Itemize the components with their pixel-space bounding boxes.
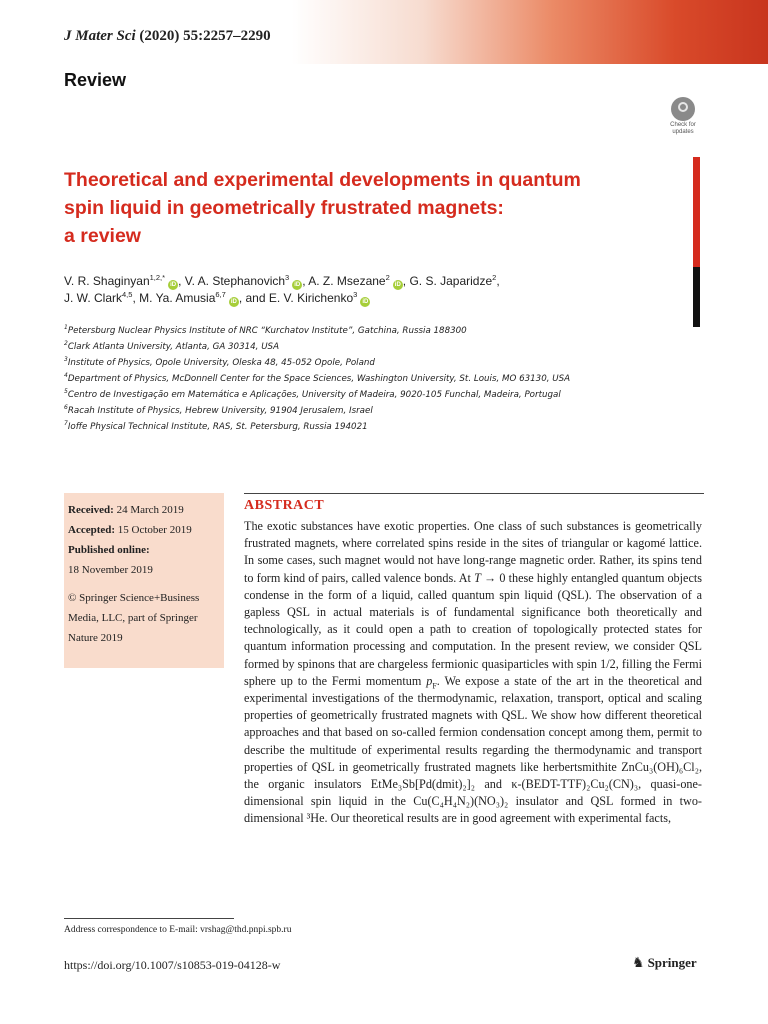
affiliation-item [64,371,704,387]
author-name: A. Z. Msezane [308,274,386,288]
affiliation-text: Racah Institute of Physics, Hebrew University, 91904 Jerusalem, Israel [67,406,373,416]
accepted-label: Accepted: [68,524,116,536]
crossmark-icon [671,97,695,121]
author-name: V. A. Stephanovich [184,274,286,288]
correspondence-footnote: Address correspondence to E-mail: vrshag@thd.pnpi.spb.ru [64,925,292,935]
journal-volume-pages: (2020) 55:2257–2290 [139,28,271,44]
article-history-box [64,493,224,668]
abstract-text-part-3: . We expose a state of the art in the theoretical and experimental investigations of the thermodynamic, relaxation, transport, optical and scaling properties of geometrically frustrated magnets with QSL. We show how different theoretical approaches and that based on so-called fermion condensation concept among them, permit to describe the multitude of experimental results regarding the thermodynamic and transport properties of QSL in geometrically frustrated magnets like herbertsmithite ZnCu₃(OH)₆Cl₂, the organic insulators EtMe₃Sb[Pd(dmit)₂]₂ and κ-(BEDT-TTF)₂Cu₂(CN)₃, quasi-one-dimensional spin liquid in the Cu(C₄H₄N₂)(NO₃)₂ insulator and QSL formed in two-dimensional ³He. Our theoretical results are in good agreement with experimental facts, [244,673,703,826]
check-for-updates-label: Check for updates [670,122,696,135]
author-affiliation-ref: 4,5 [122,290,133,299]
orcid-icon[interactable]: iD [230,299,237,305]
author-affiliation-ref: 3 [353,290,358,299]
orcid-icon[interactable]: iD [170,282,177,288]
author-separator: , [402,274,410,288]
author-affiliation-ref: 3 [285,273,290,282]
title-accent-bar-red [693,157,700,267]
journal-name: J Mater Sci [64,28,136,44]
author-separator: , [302,274,309,288]
author-name: J. W. Clark [64,291,123,305]
abstract-heading: ABSTRACT [244,498,325,513]
author-affiliation-ref: 6,7 [215,290,226,299]
author-affiliation-ref: 2 [385,273,390,282]
fermi-momentum-subscript: F [432,681,437,691]
affiliation-item [64,387,704,403]
copyright-notice: © Springer Science+Business Media, LLC, part of Springer Nature 2019 [68,592,200,644]
temperature-symbol: T [474,570,481,585]
received-label: Received: [68,504,114,516]
author-separator: , [178,274,185,288]
author-separator: , [132,291,140,305]
author-affiliation-ref: 1,2,* [149,273,166,282]
affiliation-item [64,355,704,371]
affiliation-item [64,403,704,419]
published-date [68,540,220,560]
affiliation-number: 1 [64,324,68,332]
author-line-2 [64,290,684,307]
abstract-divider [244,493,704,494]
fermi-momentum-symbol: p [426,673,433,688]
author-name: V. R. Shaginyan [64,274,150,288]
author-separator: , and [238,291,269,305]
title-line-3: a review [64,225,141,247]
affiliation-number: 6 [64,404,68,412]
affiliation-number: 5 [64,388,68,396]
accepted-date [68,520,220,540]
footnote-divider [64,918,234,919]
accepted-value: 15 October 2019 [117,524,192,536]
affiliation-text: Department of Physics, McDonnell Center for the Space Sciences, Washington University, St. Louis, MO 63130, USA [67,374,571,384]
affiliation-item [64,339,704,355]
author-separator: , [496,274,500,288]
published-label: Published online: [68,544,150,556]
journal-citation [64,28,271,45]
doi-link[interactable]: https://doi.org/10.1007/s10853-019-04128-w [64,958,281,972]
affiliation-text: Ioffe Physical Technical Institute, RAS, St. Petersburg, Russia 194021 [67,422,368,432]
check-for-updates-badge[interactable] [664,97,702,137]
article-title [64,166,684,250]
title-line-1: Theoretical and experimental developments in quantum [64,169,581,191]
author-list [64,273,684,307]
author-name: M. Ya. Amusia [139,291,216,305]
abstract-text-part-1: The exotic substances have exotic properties. One class of such substances is geometrically frustrated magnets, where correlated spins reside in the sites of triangular or kagomé lattice. In some cases, such magnet would not have long-range magnetic order. Rather, its spins tend to form kind of pairs, called valence bonds. At [244,519,702,585]
affiliation-number: 2 [64,340,68,348]
orcid-icon[interactable]: iD [294,282,301,288]
abstract-text-part-2: → 0 these highly entangled quantum objects condense in the form of a liquid, called quantum spin liquid (QSL). The observation of a gapless QSL in actual materials is of fundamental significance both theoretically and technologically, as it could open a path to creation of topologically protected states for quantum information processing and computation. In the present review, we consider QSL formed by spinons that are chargeless fermionic quasiparticles with spin 1/2, filling the Fermi sphere up to the Fermi momentum [244,570,702,688]
author-line-1 [64,273,684,290]
orcid-icon[interactable]: iD [362,299,369,305]
affiliation-item [64,419,704,435]
title-line-2: spin liquid in geometrically frustrated magnets: [64,197,504,219]
affiliation-text: Institute of Physics, Opole University, Oleska 48, 45-052 Opole, Poland [67,358,375,368]
orcid-icon[interactable]: iD [394,282,401,288]
springer-horse-icon: ♞ [632,956,645,971]
springer-logo [632,955,697,972]
affiliation-text: Petersburg Nuclear Physics Institute of NRC “Kurchatov Institute”, Gatchina, Russia 188300 [67,326,467,336]
affiliation-text: Centro de Investigação em Matemática e Aplicações, University of Madeira, 9020-105 Funchal, Madeira, Portugal [67,390,561,400]
author-affiliation-ref: 2 [492,273,497,282]
abstract-body [244,518,702,828]
affiliation-number: 7 [64,420,68,428]
received-value: 24 March 2019 [116,504,184,516]
affiliation-text: Clark Atlanta University, Atlanta, GA 30314, USA [67,342,280,352]
title-accent-bar-black [693,267,700,327]
author-name: G. S. Japaridze [409,274,493,288]
affiliation-number: 3 [64,356,68,364]
affiliation-item [64,323,704,339]
article-type: Review [64,70,127,90]
affiliation-list [64,323,704,435]
author-name: E. V. Kirichenko [268,291,354,305]
received-date [68,500,220,520]
affiliation-number: 4 [64,372,68,380]
publisher-name: Springer [647,955,697,970]
published-value: 18 November 2019 [68,564,153,576]
